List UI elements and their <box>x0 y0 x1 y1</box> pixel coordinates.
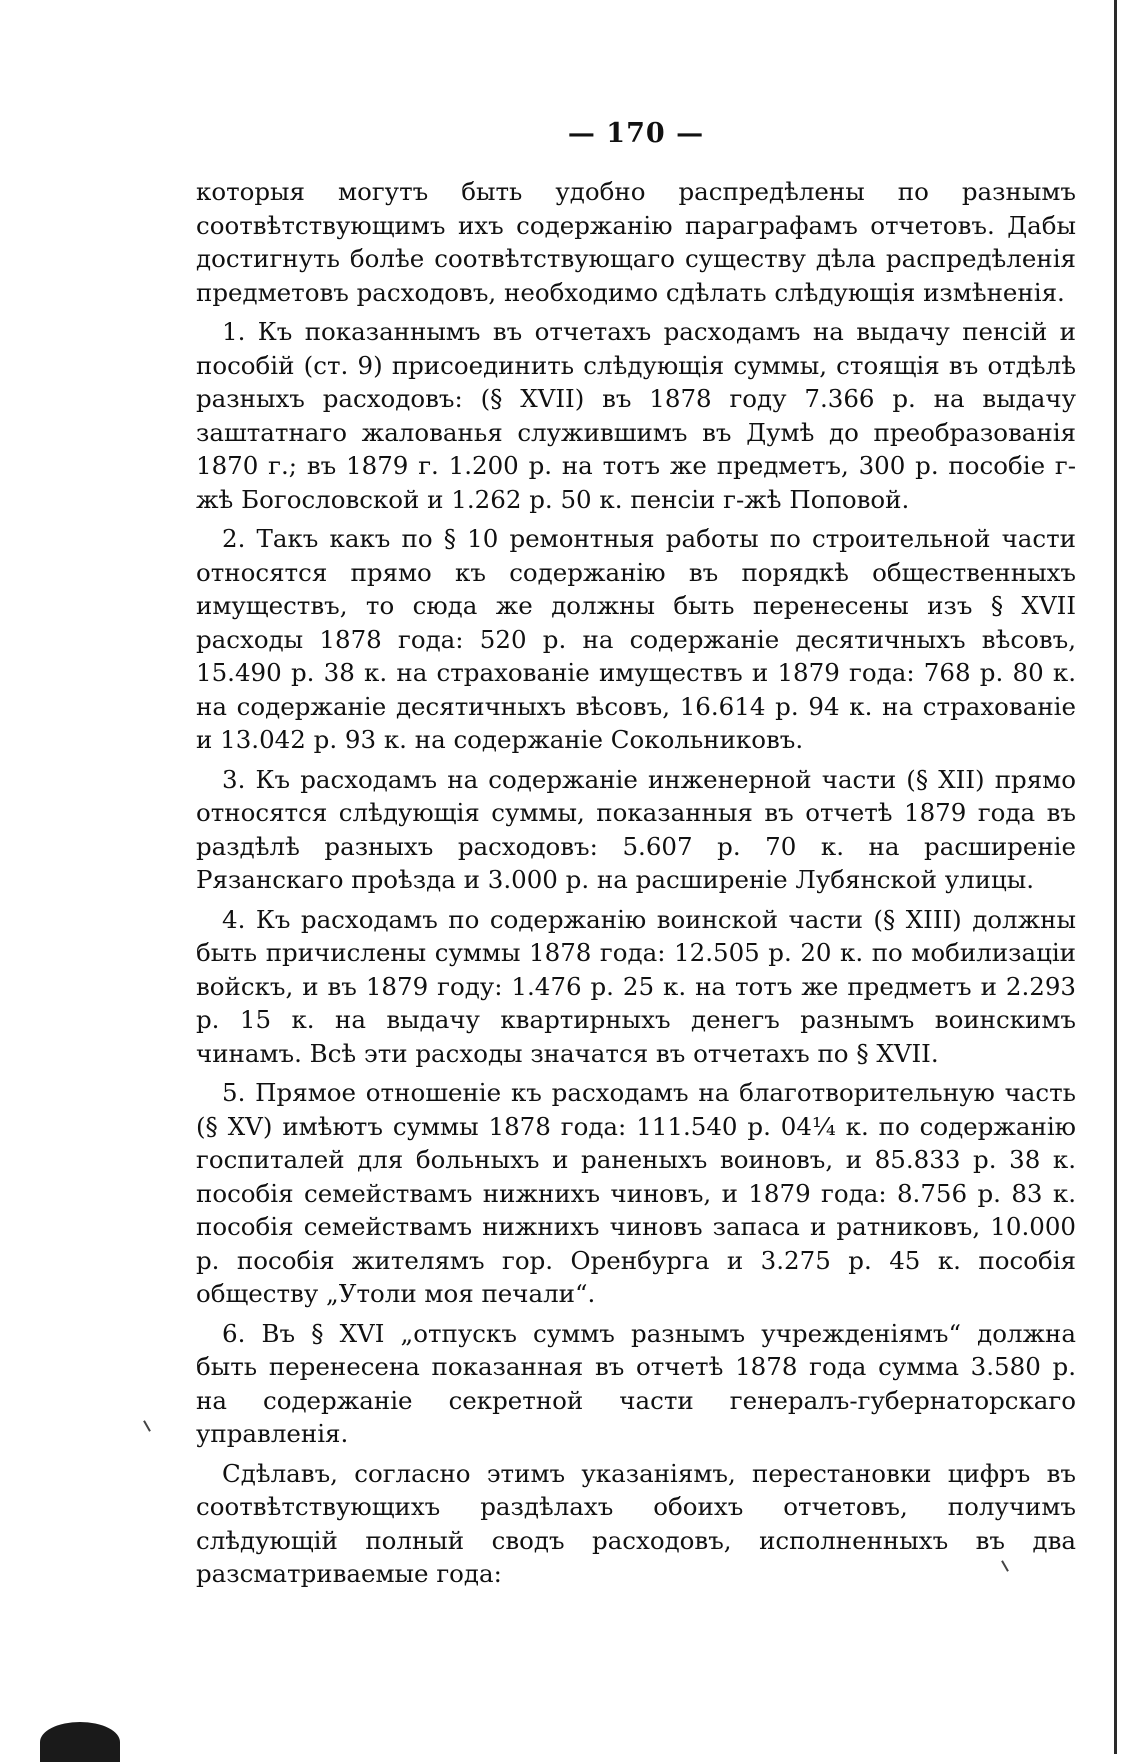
paragraph-item-2: 2. Такъ какъ по § 10 ремонтныя работы по строительной части относятся прямо къ содержанію въ порядкѣ общественныхъ имуществъ, то сюда же должны быть перенесены изъ § XVII расходы 1878 года: 520 р. на содержаніе десятичныхъ вѣсовъ, 15.490 р. 38 к. на страхованіе имуществъ и 1879 года: 768 р. 80 к. на содержаніе десятичныхъ вѣсовъ, 16.614 р. 94 к. на страхованіе и 13.042 р. 93 к. на содержаніе Сокольниковъ. <box>196 524 1076 754</box>
paragraph-item-3: 3. Къ расходамъ на содержаніе инженерной части (§ XII) прямо относятся слѣдующія суммы, показанныя въ отчетѣ 1879 года въ раздѣлѣ разныхъ расходовъ: 5.607 р. 70 к. на расширеніе Рязанскаго проѣзда и 3.000 р. на расширеніе Лубянской улицы. <box>196 764 1076 894</box>
page-edge-rule <box>1114 0 1117 1754</box>
paragraph-summary: Сдѣлавъ, согласно этимъ указаніямъ, перестановки цифръ въ соотвѣтствующихъ раздѣлахъ обоихъ отчетовъ, получимъ слѣдующій полный сводъ расходовъ, исполненныхъ въ два разсматриваемые года: <box>196 1458 1076 1588</box>
page-number: — 170 — <box>567 118 705 149</box>
book-page <box>196 118 1076 1597</box>
stray-ink-mark <box>143 1420 151 1431</box>
paragraph-continuation: которыя могутъ быть удобно распредѣлены по разнымъ соотвѣтствующимъ ихъ содержанію параграфамъ отчетовъ. Дабы достигнуть болѣе соотвѣтствующаго существу дѣла распредѣленія предметовъ расходовъ, необходимо сдѣлать слѣдующія измѣненія. <box>196 177 1076 307</box>
paragraph-item-5: 5. Прямое отношеніе къ расходамъ на благотворительную часть (§ XV) имѣютъ суммы 1878 года: 111.540 р. 04¼ к. по содержанію госпиталей для больныхъ и раненыхъ воиновъ, и 85.833 р. 38 к. пособія семействамъ нижнихъ чиновъ, и 1879 года: 8.756 р. 83 к. пособія семействамъ нижнихъ чиновъ запаса и ратниковъ, 10.000 р. пособія жителямъ гор. Оренбурга и 3.275 р. 45 к. пособія обществу „Утоли моя печали“. <box>196 1078 1076 1308</box>
paragraph-item-1: 1. Къ показаннымъ въ отчетахъ расходамъ на выдачу пенсій и пособій (ст. 9) присоединить слѣдующія суммы, стоящія въ отдѣлѣ разныхъ расходовъ: (§ XVII) въ 1878 году 7.366 р. на выдачу заштатнаго жалованья служившимъ въ Думѣ до преобразованія 1870 г.; въ 1879 г. 1.200 р. на тотъ же предметъ, 300 р. пособіе г-жѣ Богословской и 1.262 р. 50 к. пенсіи г-жѣ Поповой. <box>196 317 1076 514</box>
paragraph-item-4: 4. Къ расходамъ по содержанію воинской части (§ XIII) должны быть причислены суммы 1878 года: 12.505 р. 20 к. по мобилизаціи войскъ, и въ 1879 году: 1.476 р. 25 к. на тотъ же предметъ и 2.293 р. 15 к. на выдачу квартирныхъ денегъ разнымъ воинскимъ чинамъ. Всѣ эти расходы значатся въ отчетахъ по § XVII. <box>196 904 1076 1068</box>
paragraph-item-6: 6. Въ § XVI „отпускъ суммъ разнымъ учрежденіямъ“ должна быть перенесена показанная въ отчетѣ 1878 года сумма 3.580 р. на содержаніе секретной части генералъ-губернаторскаго управленія. <box>196 1318 1076 1448</box>
corner-ink-blot <box>40 1722 120 1762</box>
